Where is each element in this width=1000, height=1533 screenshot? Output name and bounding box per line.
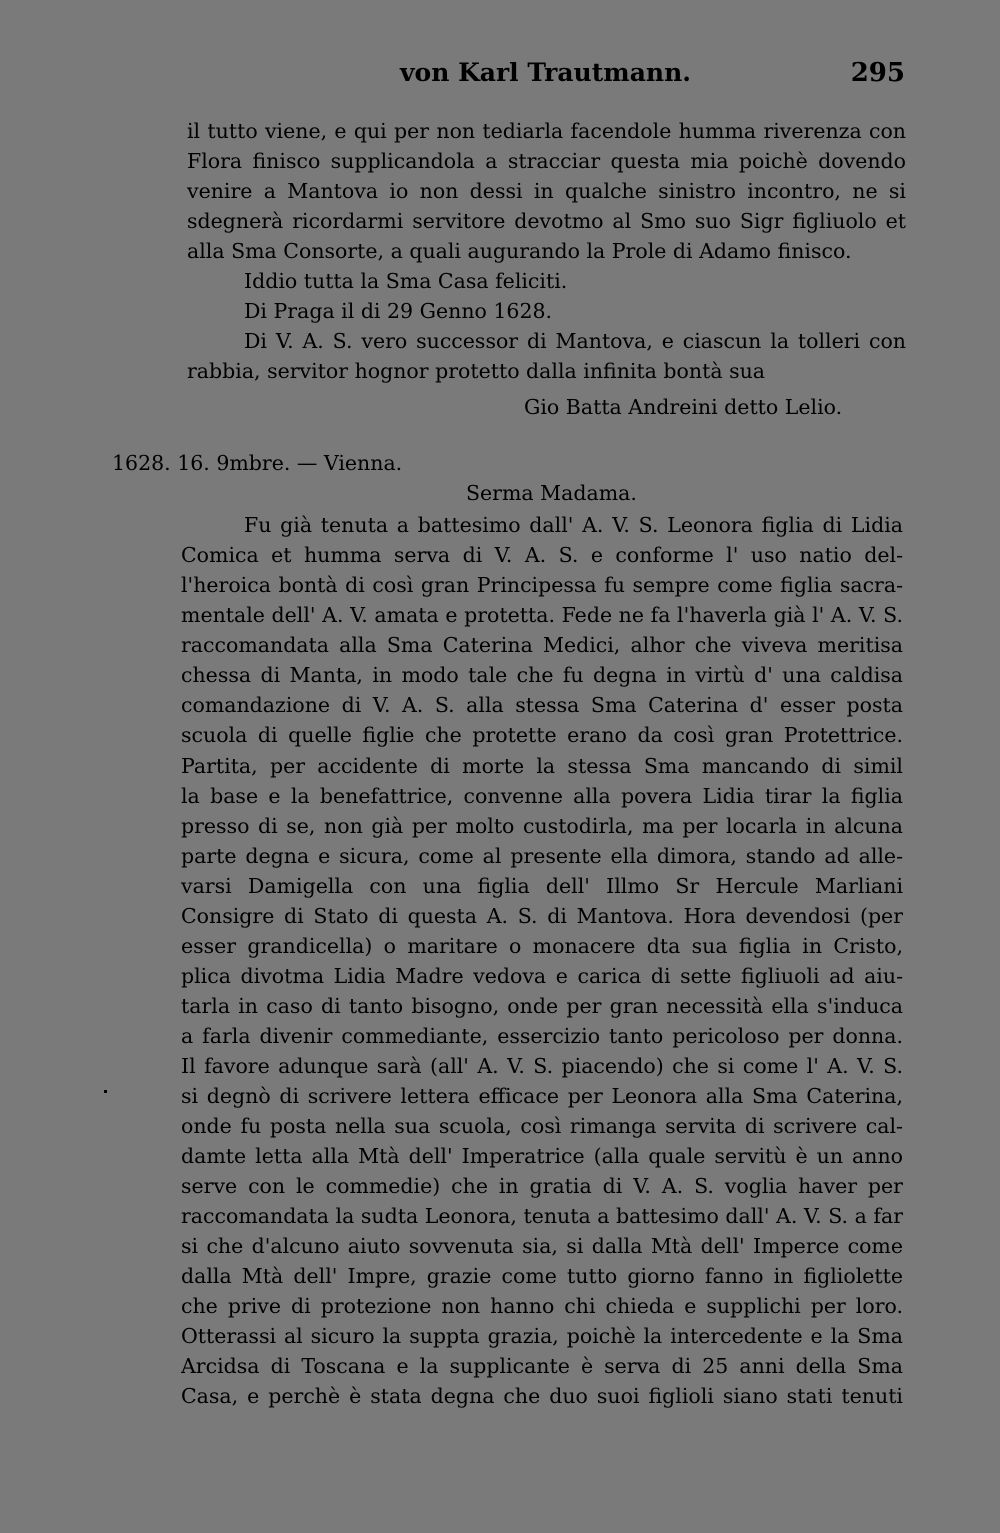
letter2-line: chessa di Manta, in modo tale che fu degna in virtù d' una caldisa xyxy=(181,663,903,687)
letter2-line: onde fu posta nella sua scuola, così rimanga servita di scrivere cal- xyxy=(181,1114,903,1138)
letter1-line: alla Sma Consorte, a quali augurando la Prole di Adamo finisco. xyxy=(187,239,852,263)
letter1-line: il tutto viene, e qui per non tediarla facendole humma riverenza con xyxy=(187,119,906,143)
letter2-line: plica divotma Lidia Madre vedova e carica di sette figliuoli ad aiu- xyxy=(181,964,903,988)
letter2-line: si degnò di scrivere lettera efficace per Leonora alla Sma Caterina, xyxy=(181,1084,903,1108)
letter1-date: Di Praga il di 29 Genno 1628. xyxy=(244,299,553,323)
letter2-line: l'heroica bontà di così gran Principessa fu sempre come figlia sacra- xyxy=(181,573,903,597)
letter2-line: Fu già tenuta a battesimo dall' A. V. S. Leonora figlia di Lidia xyxy=(244,513,903,537)
letter2-line: tarla in caso di tanto bisogno, onde per gran necessità ella s'induca xyxy=(181,994,903,1018)
letter2-line: mentale dell' A. V. amata e protetta. Fede ne fa l'haverla già l' A. V. S. xyxy=(181,603,903,627)
letter2-line: Partita, per accidente di morte la stessa Sma mancando di simil xyxy=(181,754,903,778)
letter2-line: raccomandata alla Sma Caterina Medici, alhor che viveva meritisa xyxy=(181,633,903,657)
letter2-line: Consigre di Stato di questa A. S. di Mantova. Hora devendosi (per xyxy=(181,904,903,928)
letter2-line: Comica et humma serva di V. A. S. e conforme l' uso natio del- xyxy=(181,543,903,567)
letter2-line: la base e la benefattrice, convenne alla povera Lidia tirar la figlia xyxy=(181,784,903,808)
letter2-line: dalla Mtà dell' Impre, grazie come tutto giorno fanno in figliolette xyxy=(181,1264,903,1288)
letter2-line: Il favore adunque sarà (all' A. V. S. piacendo) che si come l' A. V. S. xyxy=(181,1054,903,1078)
letter1-line: venire a Mantova io non dessi in qualche sinistro incontro, ne si xyxy=(187,179,906,203)
letter2-line: serve con le commedie) che in gratia di V. A. S. voglia haver per xyxy=(181,1174,903,1198)
letter2-line: Arcidsa di Toscana e la supplicante è serva di 25 anni della Sma xyxy=(181,1354,903,1378)
letter2-line: parte degna e sicura, come al presente ella dimora, stando ad alle- xyxy=(181,844,903,868)
letter2-line: a farla divenir commediante, essercizio tanto pericoloso per donna. xyxy=(181,1024,903,1048)
letter2-line: comandazione di V. A. S. alla stessa Sma Caterina d' esser posta xyxy=(181,693,903,717)
running-header: von Karl Trautmann. xyxy=(400,58,691,87)
letter2-line: si che d'alcuno aiuto sovvenuta sia, si dalla Mtà dell' Imperce come xyxy=(181,1234,903,1258)
letter2-salutation: Serma Madama. xyxy=(466,481,637,505)
letter1-closing: rabbia, servitor hognor protetto dalla infinita bontà sua xyxy=(187,359,766,383)
letter1-line: sdegnerà ricordarmi servitore devotmo al Smo suo Sigr figliuolo et xyxy=(187,209,906,233)
letter1-closing: Di V. A. S. vero successor di Mantova, e ciascun la tolleri con xyxy=(244,329,906,353)
margin-mark xyxy=(104,1090,107,1093)
page-number: 295 xyxy=(850,58,905,88)
letter2-line: che prive di protezione non hanno chi chieda e supplichi per loro. xyxy=(181,1294,903,1318)
letter2-line: raccomandata la sudta Leonora, tenuta a battesimo dall' A. V. S. a far xyxy=(181,1204,903,1228)
letter1-signature: Gio Batta Andreini detto Lelio. xyxy=(524,395,843,419)
letter2-line: varsi Damigella con una figlia dell' Illmo Sr Hercule Marliani xyxy=(181,874,903,898)
letter1-blessing: Iddio tutta la Sma Casa feliciti. xyxy=(244,269,568,293)
letter2-line: presso di se, non già per molto custodirla, ma per locarla in alcuna xyxy=(181,814,903,838)
letter2-line: Casa, e perchè è stata degna che duo suoi figlioli siano stati tenuti xyxy=(181,1384,903,1408)
letter2-dateline: 1628. 16. 9mbre. — Vienna. xyxy=(112,451,403,475)
letter2-line: Otterassi al sicuro la suppta grazia, poichè la intercedente e la Sma xyxy=(181,1324,903,1348)
letter2-line: damte letta alla Mtà dell' Imperatrice (alla quale servitù è un anno xyxy=(181,1144,903,1168)
letter2-line: esser grandicella) o maritare o monacere dta sua figlia in Cristo, xyxy=(181,934,903,958)
letter1-line: Flora finisco supplicandola a stracciar questa mia poichè dovendo xyxy=(187,149,906,173)
letter2-line: scuola di quelle figlie che protette erano da così gran Protettrice. xyxy=(181,723,903,747)
